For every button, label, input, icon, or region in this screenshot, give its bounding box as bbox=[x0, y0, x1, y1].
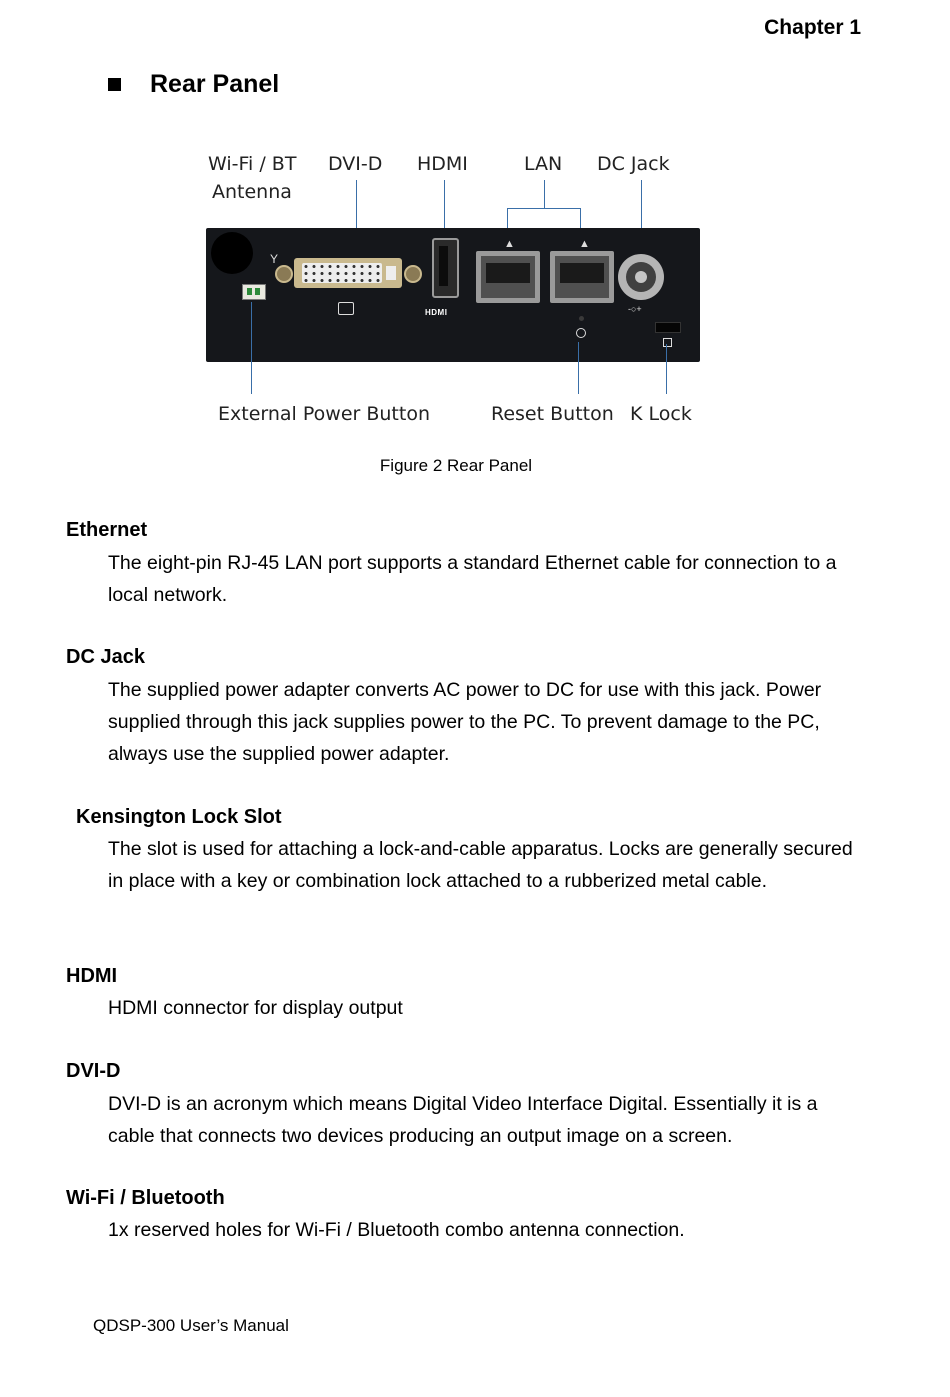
lan-port-1 bbox=[476, 251, 540, 303]
desc-dvi-d: DVI-D is an acronym which means Digital Video Interface Digital. Essentially it is a cable that connects two devices producing an output image on a screen. bbox=[108, 1093, 818, 1147]
label-antenna: Antenna bbox=[212, 181, 292, 203]
external-power-button bbox=[242, 284, 266, 300]
rear-panel-figure bbox=[200, 144, 710, 444]
kensington-lock-slot bbox=[655, 322, 681, 333]
leader-k-lock bbox=[666, 344, 667, 394]
reset-icon bbox=[576, 328, 586, 338]
leader-lan-stem bbox=[544, 180, 545, 208]
desc-ethernet: The eight-pin RJ-45 LAN port supports a standard Ethernet cable for connection to a local network. bbox=[108, 552, 837, 606]
leader-reset bbox=[578, 342, 579, 394]
term-kensington-lock-slot: Kensington Lock Slot bbox=[76, 806, 282, 828]
figure-caption: Figure 2 Rear Panel bbox=[379, 456, 533, 475]
dvi-screw-right bbox=[404, 265, 422, 283]
lan-icon-2: ▲ bbox=[579, 238, 590, 250]
dc-jack bbox=[618, 254, 664, 300]
lan-port-2 bbox=[550, 251, 614, 303]
lock-icon bbox=[663, 338, 672, 347]
term-dc-jack: DC Jack bbox=[66, 646, 145, 668]
hdmi-print: HDMI bbox=[425, 308, 448, 317]
term-ethernet: Ethernet bbox=[66, 519, 148, 541]
leader-power-button bbox=[251, 302, 252, 394]
lan-icon-1: ▲ bbox=[504, 238, 515, 250]
dvi-display-icon bbox=[338, 302, 354, 315]
section-title: Rear Panel bbox=[150, 70, 280, 98]
label-wifi-bt: Wi-Fi / BT bbox=[208, 153, 297, 175]
square-bullet-icon bbox=[108, 78, 121, 91]
label-hdmi: HDMI bbox=[417, 153, 468, 175]
term-hdmi: HDMI bbox=[66, 965, 118, 987]
dc-polarity-icon: -○+ bbox=[628, 304, 642, 314]
label-dvi-d: DVI-D bbox=[328, 153, 383, 175]
leader-lan-right bbox=[580, 208, 581, 230]
label-external-power-button: External Power Button bbox=[218, 403, 430, 425]
leader-lan-bar bbox=[507, 208, 580, 209]
desc-hdmi: HDMI connector for display output bbox=[108, 997, 403, 1019]
desc-kensington-lock-slot: The slot is used for attaching a lock-and-cable apparatus. Locks are generally secured in place with a key or combination lock attached to a rubberized metal cable. bbox=[108, 838, 853, 892]
dvi-port bbox=[294, 258, 402, 288]
label-k-lock: K Lock bbox=[630, 403, 692, 425]
footer-manual-title: QDSP-300 User’s Manual bbox=[93, 1316, 289, 1335]
term-dvi-d: DVI-D bbox=[66, 1060, 121, 1082]
antenna-hole bbox=[211, 232, 253, 274]
label-reset-button: Reset Button bbox=[491, 403, 614, 425]
desc-wifi-bluetooth: 1x reserved holes for Wi-Fi / Bluetooth combo antenna connection. bbox=[108, 1219, 685, 1241]
leader-lan-left bbox=[507, 208, 508, 230]
label-lan: LAN bbox=[524, 153, 563, 175]
term-wifi-bluetooth: Wi-Fi / Bluetooth bbox=[66, 1187, 225, 1209]
label-dc-jack: DC Jack bbox=[597, 153, 670, 175]
antenna-icon: Y bbox=[270, 252, 279, 266]
dvi-screw-left bbox=[275, 265, 293, 283]
desc-dc-jack: The supplied power adapter converts AC power to DC for use with this jack. Power supplied through this jack supplies power to the PC. To prevent damage to the PC, always use the supplied power adapter. bbox=[108, 679, 822, 765]
reset-button bbox=[579, 316, 584, 321]
device-rear-panel bbox=[206, 228, 700, 362]
chapter-header: Chapter 1 bbox=[764, 16, 861, 39]
section-heading bbox=[108, 70, 279, 99]
hdmi-port bbox=[432, 238, 459, 298]
